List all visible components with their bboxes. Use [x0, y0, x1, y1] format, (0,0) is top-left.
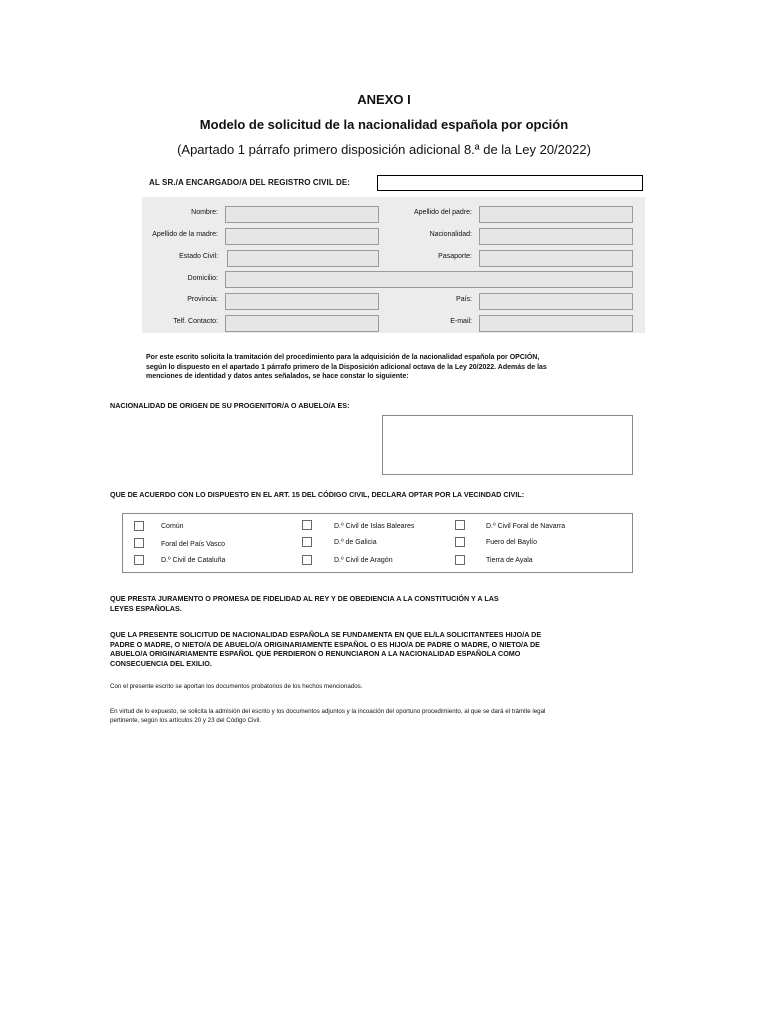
juramento-line: QUE PRESTA JURAMENTO O PROMESA DE FIDELIDAD AL REY Y DE OBEDIENCIA A LA CONSTITUCIÓN Y A LAS	[110, 594, 499, 603]
checkbox-civil-aragon[interactable]	[302, 555, 312, 565]
document-subtitle: (Apartado 1 párrafo primero disposición adicional 8.ª de la Ley 20/2022)	[177, 142, 591, 157]
checkbox-foral-navarra[interactable]	[455, 520, 465, 530]
registro-civil-field[interactable]	[377, 175, 643, 191]
provincia-label: Provincia:	[187, 296, 218, 303]
option-label: Tierra de Ayala	[486, 557, 533, 564]
annex-title: ANEXO I	[357, 92, 411, 107]
option-label: D.º Civil de Cataluña	[161, 557, 226, 564]
apellido-madre-label: Apellido de la madre:	[152, 231, 218, 238]
telefono-field[interactable]	[225, 315, 379, 332]
fundamento-line: PADRE O MADRE, O NIETO/A DE ABUELO/A ORIGINARIAMENTE ESPAÑOL O ES HIJO/A DE PADRE O MADRE, O NIETO/A DE	[110, 639, 540, 649]
documentos-text: Con el presente escrito se aportan los documentos probatorios de los hechos mencionados.	[110, 683, 363, 690]
registro-label: AL SR./A ENCARGADO/A DEL REGISTRO CIVIL DE:	[149, 178, 351, 187]
checkbox-fuero-baylio[interactable]	[455, 537, 465, 547]
intro-line: según lo dispuesto en el apartado 1 párrafo primero de la Disposición adicional octava de la Ley 20/2022. Además de las	[146, 363, 547, 371]
domicilio-label: Domicilio:	[187, 275, 218, 282]
checkbox-civil-cataluna[interactable]	[134, 555, 144, 565]
apellido-madre-field[interactable]	[225, 228, 379, 245]
nombre-label: Nombre:	[191, 209, 218, 216]
intro-paragraph	[146, 353, 636, 382]
option-label: Foral del País Vasco	[161, 541, 226, 548]
fundamento-line: CONSECUENCIA DEL EXILIO.	[110, 658, 212, 668]
telefono-label: Telf. Contacto:	[173, 318, 218, 325]
estado-civil-field[interactable]	[227, 250, 379, 267]
pasaporte-field[interactable]	[479, 250, 633, 267]
option-label: Común	[161, 523, 184, 530]
juramento-line: LEYES ESPAÑOLAS.	[110, 603, 182, 613]
origen-heading: NACIONALIDAD DE ORIGEN DE SU PROGENITOR/A O ABUELO/A ES:	[110, 401, 350, 410]
virtud-line: pertinente, según los artículos 20 y 23 del Código Civil.	[110, 716, 261, 724]
provincia-field[interactable]	[225, 293, 379, 310]
fundamento-line: ABUELO/A ORIGINARIAMENTE ESPAÑOL QUE PERDIERON O RENUNCIARON A LA NACIONALIDAD ESPAÑOLA COMO	[110, 649, 521, 658]
apellido-padre-label: Apellido del padre:	[414, 209, 472, 216]
pais-label: País:	[456, 296, 472, 303]
vecindad-heading: QUE DE ACUERDO CON LO DISPUESTO EN EL ART. 15 DEL CÓDIGO CIVIL, DECLARA OPTAR POR LA VECINDAD CIVIL:	[110, 490, 525, 499]
estado-civil-label: Estado Civil:	[179, 253, 218, 260]
option-label: D.º de Galicia	[334, 539, 377, 546]
nombre-field[interactable]	[225, 206, 379, 223]
nacionalidad-field[interactable]	[479, 228, 633, 245]
option-label: Fuero del Baylío	[486, 539, 537, 546]
virtud-line: En virtud de lo expuesto, se solicita la admisión del escrito y los documentos adjuntos y la incoación del oportuno procedimiento, al que se dará el trámite legal	[110, 708, 546, 715]
fundamento-line: QUE LA PRESENTE SOLICITUD DE NACIONALIDAD ESPAÑOLA SE FUNDAMENTA EN QUE EL/LA SOLICITANTEES HIJO/A DE	[110, 630, 542, 639]
checkbox-galicia[interactable]	[302, 537, 312, 547]
origen-field[interactable]	[382, 415, 633, 475]
pais-field[interactable]	[479, 293, 633, 310]
fundamento-paragraph	[110, 630, 638, 668]
checkbox-islas-baleares[interactable]	[302, 520, 312, 530]
nacionalidad-label: Nacionalidad:	[429, 231, 472, 238]
email-field[interactable]	[479, 315, 633, 332]
option-label: D.º Civil Foral de Navarra	[486, 523, 566, 530]
document-title: Modelo de solicitud de la nacionalidad española por opción	[199, 117, 569, 132]
option-label: D.º Civil de Islas Baleares	[334, 523, 415, 530]
juramento-paragraph	[110, 594, 630, 613]
pasaporte-label: Pasaporte:	[438, 253, 472, 260]
checkbox-tierra-ayala[interactable]	[455, 555, 465, 565]
domicilio-field[interactable]	[225, 271, 633, 288]
virtud-paragraph	[110, 708, 662, 725]
intro-line: Por este escrito solicita la tramitación del procedimiento para la adquisición de la nacionalidad española por OPCIÓN,	[146, 354, 540, 361]
intro-line: menciones de identidad y datos antes señalados, se hace constar lo siguiente:	[146, 373, 409, 380]
email-label: E-mail:	[450, 318, 472, 325]
apellido-padre-field[interactable]	[479, 206, 633, 223]
checkbox-foral-pais-vasco[interactable]	[134, 538, 144, 548]
option-label: D.º Civil de Aragón	[334, 557, 393, 564]
checkbox-comun[interactable]	[134, 521, 144, 531]
